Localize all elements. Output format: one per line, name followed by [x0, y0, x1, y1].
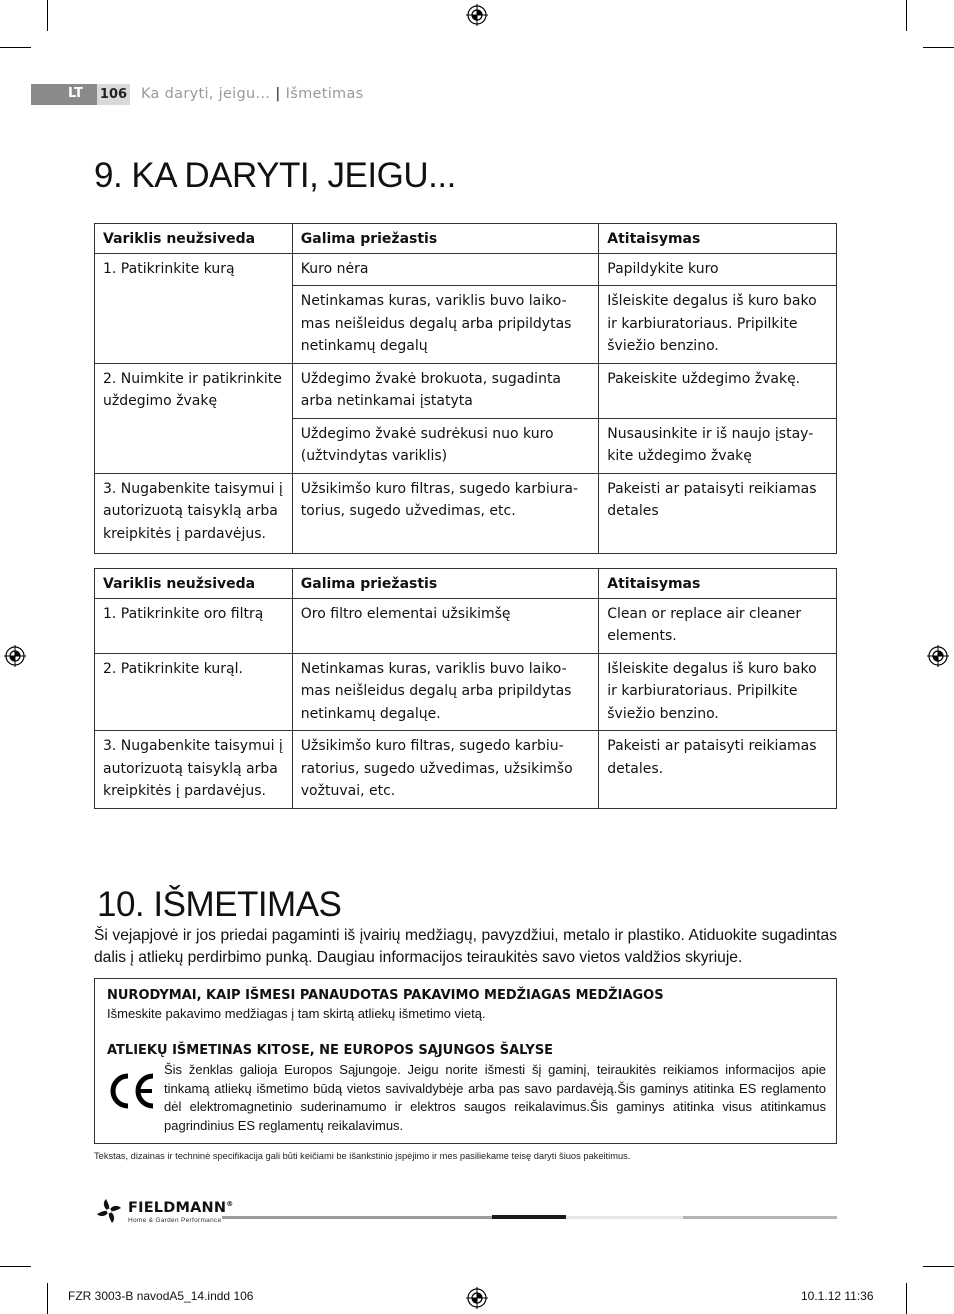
language-code: LT — [68, 86, 83, 101]
disposal-paragraph: Ši vejapjovė ir jos priedai pagaminti iš įvairių medžiagų, pavyzdžiui, metalo ir plastiko. Atiduokite sugadintas dalis į atliekų perdirbimo punką. Daugiau informacijos teiraukitės savo vietos valdžios skyriuje. — [94, 927, 837, 966]
step-cell: 2. Nuimkite ir patikrinkite uždegimo žvakę — [95, 363, 293, 473]
registration-mark-icon — [466, 4, 488, 26]
running-header-separator: | — [275, 86, 281, 102]
column-header: Atitaisymas — [599, 224, 837, 254]
footer-bar-dark — [222, 1216, 492, 1219]
column-header: Galima priežastis — [292, 569, 598, 599]
registration-mark-icon — [466, 1287, 488, 1309]
packaging-text: Išmeskite pakavimo medžiagas į tam skirtą atliekų išmetimo vietą. — [107, 1006, 486, 1021]
packaging-heading: NURODYMAI, KAIP IŠMESI PANAUDOTAS PAKAVIMO MEDŽIAGAS MEDŽIAGOS — [107, 988, 664, 1003]
registration-mark-icon — [927, 645, 949, 667]
fan-logo-icon — [94, 1196, 124, 1226]
column-header: Atitaisymas — [599, 569, 837, 599]
crop-mark — [923, 47, 954, 48]
section-9-title: 9. KA DARYTI, JEIGU... — [94, 156, 456, 195]
column-header: Galima priežastis — [292, 224, 598, 254]
crop-mark — [0, 1266, 31, 1267]
crop-mark — [923, 1266, 954, 1267]
slug-date: 10.1.12 11:36 — [801, 1289, 874, 1303]
table-row — [95, 731, 837, 809]
cause-cell: Netinkamas kuras, variklis buvo laiko-mas neišleidus degalų arba pripildytas netinkamų degalųe. — [292, 653, 598, 731]
non-eu-disposal-heading: ATLIEKŲ IŠMETINAS KITOSE, NE EUROPOS SĄJUNGOS ŠALYSE — [107, 1043, 554, 1058]
table-header-row — [95, 224, 837, 254]
footer-bar-light — [566, 1216, 683, 1219]
brand-name: FIELDMANN® — [128, 1200, 234, 1216]
fix-cell: Pakeiskite uždegimo žvakę. — [599, 363, 837, 418]
slug-filename: FZR 3003-B navodA5_14.indd 106 — [68, 1289, 254, 1303]
crop-mark — [906, 1283, 907, 1314]
fix-cell: Išleiskite degalus iš kuro bako ir karbiuratoriaus. Pripilkite šviežio benzino. — [599, 653, 837, 731]
crop-mark — [906, 0, 907, 31]
cause-cell: Uždegimo žvakė brokuota, sugadinta arba netinkamai įstatyta — [292, 363, 598, 418]
table-row — [95, 363, 837, 418]
fix-cell: Papildykite kuro — [599, 253, 837, 286]
cause-cell: Oro filtro elementai užsikimšę — [292, 598, 598, 653]
crop-mark — [47, 1283, 48, 1314]
table-row — [95, 473, 837, 554]
registration-mark-icon — [4, 645, 26, 667]
ce-text: Šis ženklas galioja Europos Sąjungoje. Jeigu norite išmesti šį gaminį, teiraukitės reikiamos informacijos apie tinkamą atliekų išmetimo būdą vietos savivaldybėje arba pas savo pardavėją.Šis gaminys atitinka ES reglamento dėl elektromagnetinio suderinamumo ir elektros saugos reikalavimus.Šis gaminys atitinka visus atitinkamus pagrindinius ES reglamentų reikalavimus. — [164, 1062, 826, 1133]
cause-cell: Užsikimšo kuro filtras, sugedo karbiura-torius, sugedo užvedimas, etc. — [292, 473, 598, 554]
header-bar — [31, 84, 97, 105]
page-number: 106 — [97, 84, 130, 105]
disclaimer-note: Tekstas, dizainas ir techninė specifikacija gali būti keičiami be išankstinio įspėjimo ir mes pasiliekame teisę daryti šiuos pakeitimus. — [94, 1151, 631, 1161]
fix-cell: Pakeisti ar pataisyti reikiamas detales — [599, 473, 837, 554]
crop-mark — [0, 47, 31, 48]
section-10-title: 10. IŠMETIMAS — [97, 885, 342, 924]
fix-cell: Išleiskite degalus iš kuro bako ir karbiuratoriaus. Pripilkite šviežio benzino. — [599, 286, 837, 364]
running-header-chapter: Ka daryti, jeigu... — [141, 86, 271, 102]
footer-bar-accent — [492, 1215, 566, 1219]
column-header: Variklis neužsiveda — [95, 569, 293, 599]
cause-cell: Kuro nėra — [292, 253, 598, 286]
ce-mark-icon — [106, 1071, 158, 1111]
running-header-section: Išmetimas — [285, 86, 364, 102]
step-cell: 3. Nugabenkite taisymui į autorizuotą taisyklą arba kreipkitės į pardavėjus. — [95, 731, 293, 809]
table-header-row — [95, 569, 837, 599]
column-header: Variklis neužsiveda — [95, 224, 293, 254]
footer-bar-mid — [683, 1216, 837, 1219]
running-header — [141, 86, 364, 102]
troubleshooting-table-2 — [94, 568, 837, 809]
cause-cell: Uždegimo žvakė sudrėkusi nuo kuro (užtvindytas variklis) — [292, 418, 598, 473]
step-cell: 3. Nugabenkite taisymui į autorizuotą taisyklą arba kreipkitės į pardavėjus. — [95, 473, 293, 554]
cause-cell: Užsikimšo kuro filtras, sugedo karbiu-ratorius, sugedo užvedimas, užsikimšo vožtuvai, etc. — [292, 731, 598, 809]
disposal-info-box — [94, 978, 837, 1144]
step-cell: 1. Patikrinkite oro filtrą — [95, 598, 293, 653]
table-row — [95, 598, 837, 653]
fix-cell: Pakeisti ar pataisyti reikiamas detales. — [599, 731, 837, 809]
brand-tagline: Home & Garden Performance — [128, 1217, 222, 1224]
fix-cell: Clean or replace air cleaner elements. — [599, 598, 837, 653]
step-cell: 2. Patikrinkite kurąl. — [95, 653, 293, 731]
fix-cell: Nusausinkite ir iš naujo įstay-kite uždegimo žvakę — [599, 418, 837, 473]
table-row — [95, 653, 837, 731]
table-row — [95, 253, 837, 286]
troubleshooting-table-1 — [94, 223, 837, 554]
crop-mark — [47, 0, 48, 31]
step-cell: 1. Patikrinkite kurą — [95, 253, 293, 363]
cause-cell: Netinkamas kuras, variklis buvo laiko-mas neišleidus degalų arba pripildytas netinkamų degalų — [292, 286, 598, 364]
